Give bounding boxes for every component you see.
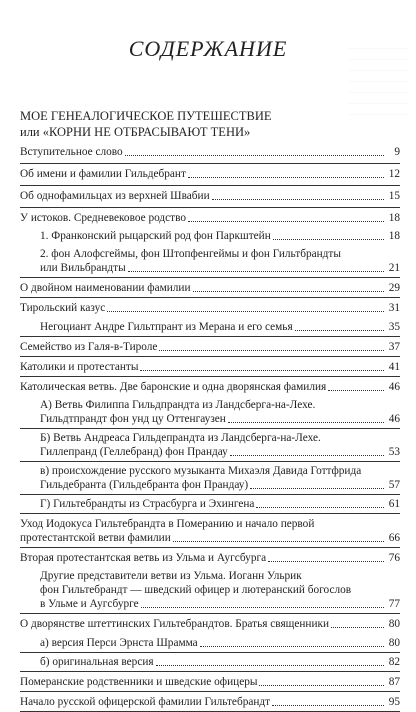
toc-entry-page: 53 xyxy=(388,446,400,458)
entry-rule xyxy=(20,336,400,337)
toc-entry-page: 41 xyxy=(388,361,400,373)
entry-rule xyxy=(20,461,400,462)
toc-entry-title: Об имени и фамилии Гильдебрант xyxy=(20,168,186,180)
toc-entry-page: 46 xyxy=(388,381,400,393)
toc-entry-title: 1. Франконский рыцарский род фон Паркштейн xyxy=(40,230,271,242)
entry-rule xyxy=(20,163,400,164)
toc-entry-page: 18 xyxy=(388,212,400,224)
entry-rule xyxy=(20,356,400,357)
toc-entry[interactable] xyxy=(20,281,400,297)
toc-entry-title: А) Ветвь Филиппа Гильдпрандта из Ландсберга-на-Лехе. xyxy=(40,399,316,411)
toc-entry-title: У истоков. Средневековое родство xyxy=(20,212,187,224)
leader-dots xyxy=(173,540,384,542)
leader-dots xyxy=(230,454,384,456)
toc-entry-page: 77 xyxy=(388,598,400,610)
toc-entry[interactable] xyxy=(20,517,400,547)
toc-entry[interactable] xyxy=(20,211,400,227)
entry-rule xyxy=(20,671,400,672)
toc-entry-page: 35 xyxy=(388,321,400,333)
toc-entry[interactable] xyxy=(20,167,400,185)
toc-entry-title: О дворянстве штеттинских Гильтебрандтов. Братья священники xyxy=(20,618,330,630)
toc-entry-page: 80 xyxy=(388,637,400,649)
entry-rule xyxy=(20,494,400,495)
toc-entry-title: Б) Ветвь Андреаса Гильдепрандта из Ландсберга-на-Лехе. xyxy=(40,432,321,444)
toc-entry-page: 80 xyxy=(388,618,400,630)
entry-rule xyxy=(20,547,400,548)
toc-entry-page: 12 xyxy=(388,168,400,180)
leader-dots xyxy=(125,154,384,156)
part-heading-line-1: МОЕ ГЕНЕАЛОГИЧЕСКОЕ ПУТЕШЕСТВИЕ xyxy=(20,109,272,123)
toc-entry-page: 29 xyxy=(388,282,400,294)
toc-entry-page: 57 xyxy=(388,479,400,491)
entry-rule xyxy=(20,613,400,614)
toc-subentry[interactable] xyxy=(20,229,400,245)
leader-dots xyxy=(250,487,384,489)
toc-entry-title: Католики и протестанты xyxy=(20,361,139,373)
leader-dots xyxy=(141,606,384,608)
toc-entry-title-cont: протестантской ветви фамилии xyxy=(20,532,171,544)
toc-entry-title: Другие представители ветви из Ульма. Иоганн Ульрик xyxy=(40,570,302,582)
leader-dots xyxy=(188,176,384,178)
toc-entry-title: Уход Иодокуса Гильтебрандта в Померанию и начало первой xyxy=(20,518,315,530)
toc-subentry[interactable] xyxy=(20,398,400,428)
toc-entry-title: в) происхождение русского музыканта Михаэля Давида Готтфрида xyxy=(40,465,362,477)
toc-subentry[interactable] xyxy=(20,464,400,494)
toc-entry-page: 21 xyxy=(388,262,400,274)
toc-entry-title-cont: или Вильбрандты xyxy=(40,262,126,274)
entry-rule xyxy=(20,652,400,653)
entry-rule xyxy=(20,376,400,377)
toc-entry-title: Начало русской офицерской фамилии Гильтебрандт xyxy=(20,696,271,708)
toc-entry-title: Негоциант Андре Гильтпрант из Мерана и его семья xyxy=(40,321,293,333)
toc-entry-page: 18 xyxy=(388,230,400,242)
toc-entry-page: 82 xyxy=(388,656,400,668)
leader-dots xyxy=(140,369,384,371)
toc-entry[interactable] xyxy=(20,617,400,633)
toc-subentry[interactable] xyxy=(20,431,400,461)
toc-entry[interactable] xyxy=(20,695,400,711)
toc-entry-title: Вторая протестантская ветвь из Ульма и Аугсбурга xyxy=(20,552,267,564)
toc-entry-title: Об однофамильцах из верхней Швабии xyxy=(20,190,210,202)
toc-subentry[interactable] xyxy=(20,569,400,613)
toc-subentry[interactable] xyxy=(20,320,400,336)
toc-subentry[interactable] xyxy=(20,636,400,652)
toc-entry[interactable] xyxy=(20,675,400,691)
toc-entry-page: 87 xyxy=(388,676,400,688)
leader-dots xyxy=(193,290,384,292)
leader-dots xyxy=(273,238,384,240)
leader-dots xyxy=(331,626,384,628)
toc-entry-title: Католическая ветвь. Две баронские и одна дворянская фамилия xyxy=(20,381,327,393)
toc-entry[interactable] xyxy=(20,145,400,163)
leader-dots xyxy=(295,329,384,331)
toc-entry-title-cont: Гиллепранд (Геллебранд) фон Прандау xyxy=(40,446,228,458)
leader-dots xyxy=(259,684,384,686)
toc-entry-title: Г) Гильтебрандты из Страсбурга и Эхингена xyxy=(40,498,255,510)
entry-rule xyxy=(20,513,400,514)
entry-rule xyxy=(20,277,400,278)
toc-entry-title-cont: в Ульме и Аугсбурге xyxy=(40,598,139,610)
toc-entry-title: Тирольский казус xyxy=(20,302,106,314)
toc-entry-title-cont: Гильдебранта (Гильдебранта фон Прандау) xyxy=(40,479,249,491)
leader-dots xyxy=(159,349,384,351)
toc-subentry[interactable] xyxy=(20,247,400,277)
toc-entry-title: 2. фон Алофсгеймы, фон Штопфенгеймы и фон Гильтбрандты xyxy=(40,248,341,260)
toc-entry[interactable] xyxy=(20,340,400,356)
toc-entry-title: Вступительное слово xyxy=(20,146,123,158)
leader-dots xyxy=(188,220,384,222)
toc-entry-page: 76 xyxy=(388,552,400,564)
toc-entry[interactable] xyxy=(20,360,400,376)
part-heading-line-2: или «КОРНИ НЕ ОТБРАСЫВАЮТ ТЕНИ» xyxy=(20,125,251,139)
toc-entry-page: 31 xyxy=(388,302,400,314)
leader-dots xyxy=(328,389,384,391)
toc-entry-page: 37 xyxy=(388,341,400,353)
toc-entry-title-cont: Гильдтпрандт фон унд цу Оттенгаузен xyxy=(40,413,226,425)
page-title: СОДЕРЖАНИЕ xyxy=(128,36,288,61)
toc-entry-page: 95 xyxy=(388,696,400,708)
entry-rule xyxy=(20,691,400,692)
leader-dots xyxy=(212,198,384,200)
toc-entry[interactable] xyxy=(20,380,400,396)
toc-entry[interactable] xyxy=(20,189,400,207)
leader-dots xyxy=(268,560,384,562)
toc-entry-page: 46 xyxy=(388,413,400,425)
toc-entry-page: 9 xyxy=(394,146,400,158)
leader-dots xyxy=(156,664,384,666)
table-of-contents xyxy=(20,145,400,711)
toc-entry-page: 15 xyxy=(388,190,400,202)
toc-entry-page: 61 xyxy=(388,498,400,510)
toc-subentry[interactable] xyxy=(20,497,400,513)
leader-dots xyxy=(228,421,384,423)
toc-subentry[interactable] xyxy=(20,655,400,671)
entry-rule xyxy=(20,428,400,429)
entry-rule xyxy=(20,207,400,208)
entry-rule xyxy=(20,185,400,186)
toc-entry[interactable] xyxy=(20,551,400,567)
toc-entry-title: О двойном наименовании фамилии xyxy=(20,282,191,294)
leader-dots xyxy=(200,645,384,647)
toc-entry-title: Семейство из Галя-в-Тироле xyxy=(20,341,158,353)
toc-entry-title-cont: фон Гильтебрандт — шведский офицер и лютеранский богослов xyxy=(40,584,352,596)
leader-dots xyxy=(107,310,384,312)
toc-entry-title: б) оригинальная версия xyxy=(40,656,154,668)
toc-entry-title: а) версия Перси Эрнста Шрамма xyxy=(40,637,198,649)
leader-dots xyxy=(256,506,384,508)
leader-dots xyxy=(128,270,384,272)
toc-entry[interactable] xyxy=(20,301,400,317)
toc-entry-page: 66 xyxy=(388,532,400,544)
part-heading xyxy=(20,108,400,140)
entry-rule xyxy=(20,297,400,298)
leader-dots xyxy=(272,704,384,706)
toc-entry-title: Померанские родственники и шведские офицеры xyxy=(20,676,258,688)
